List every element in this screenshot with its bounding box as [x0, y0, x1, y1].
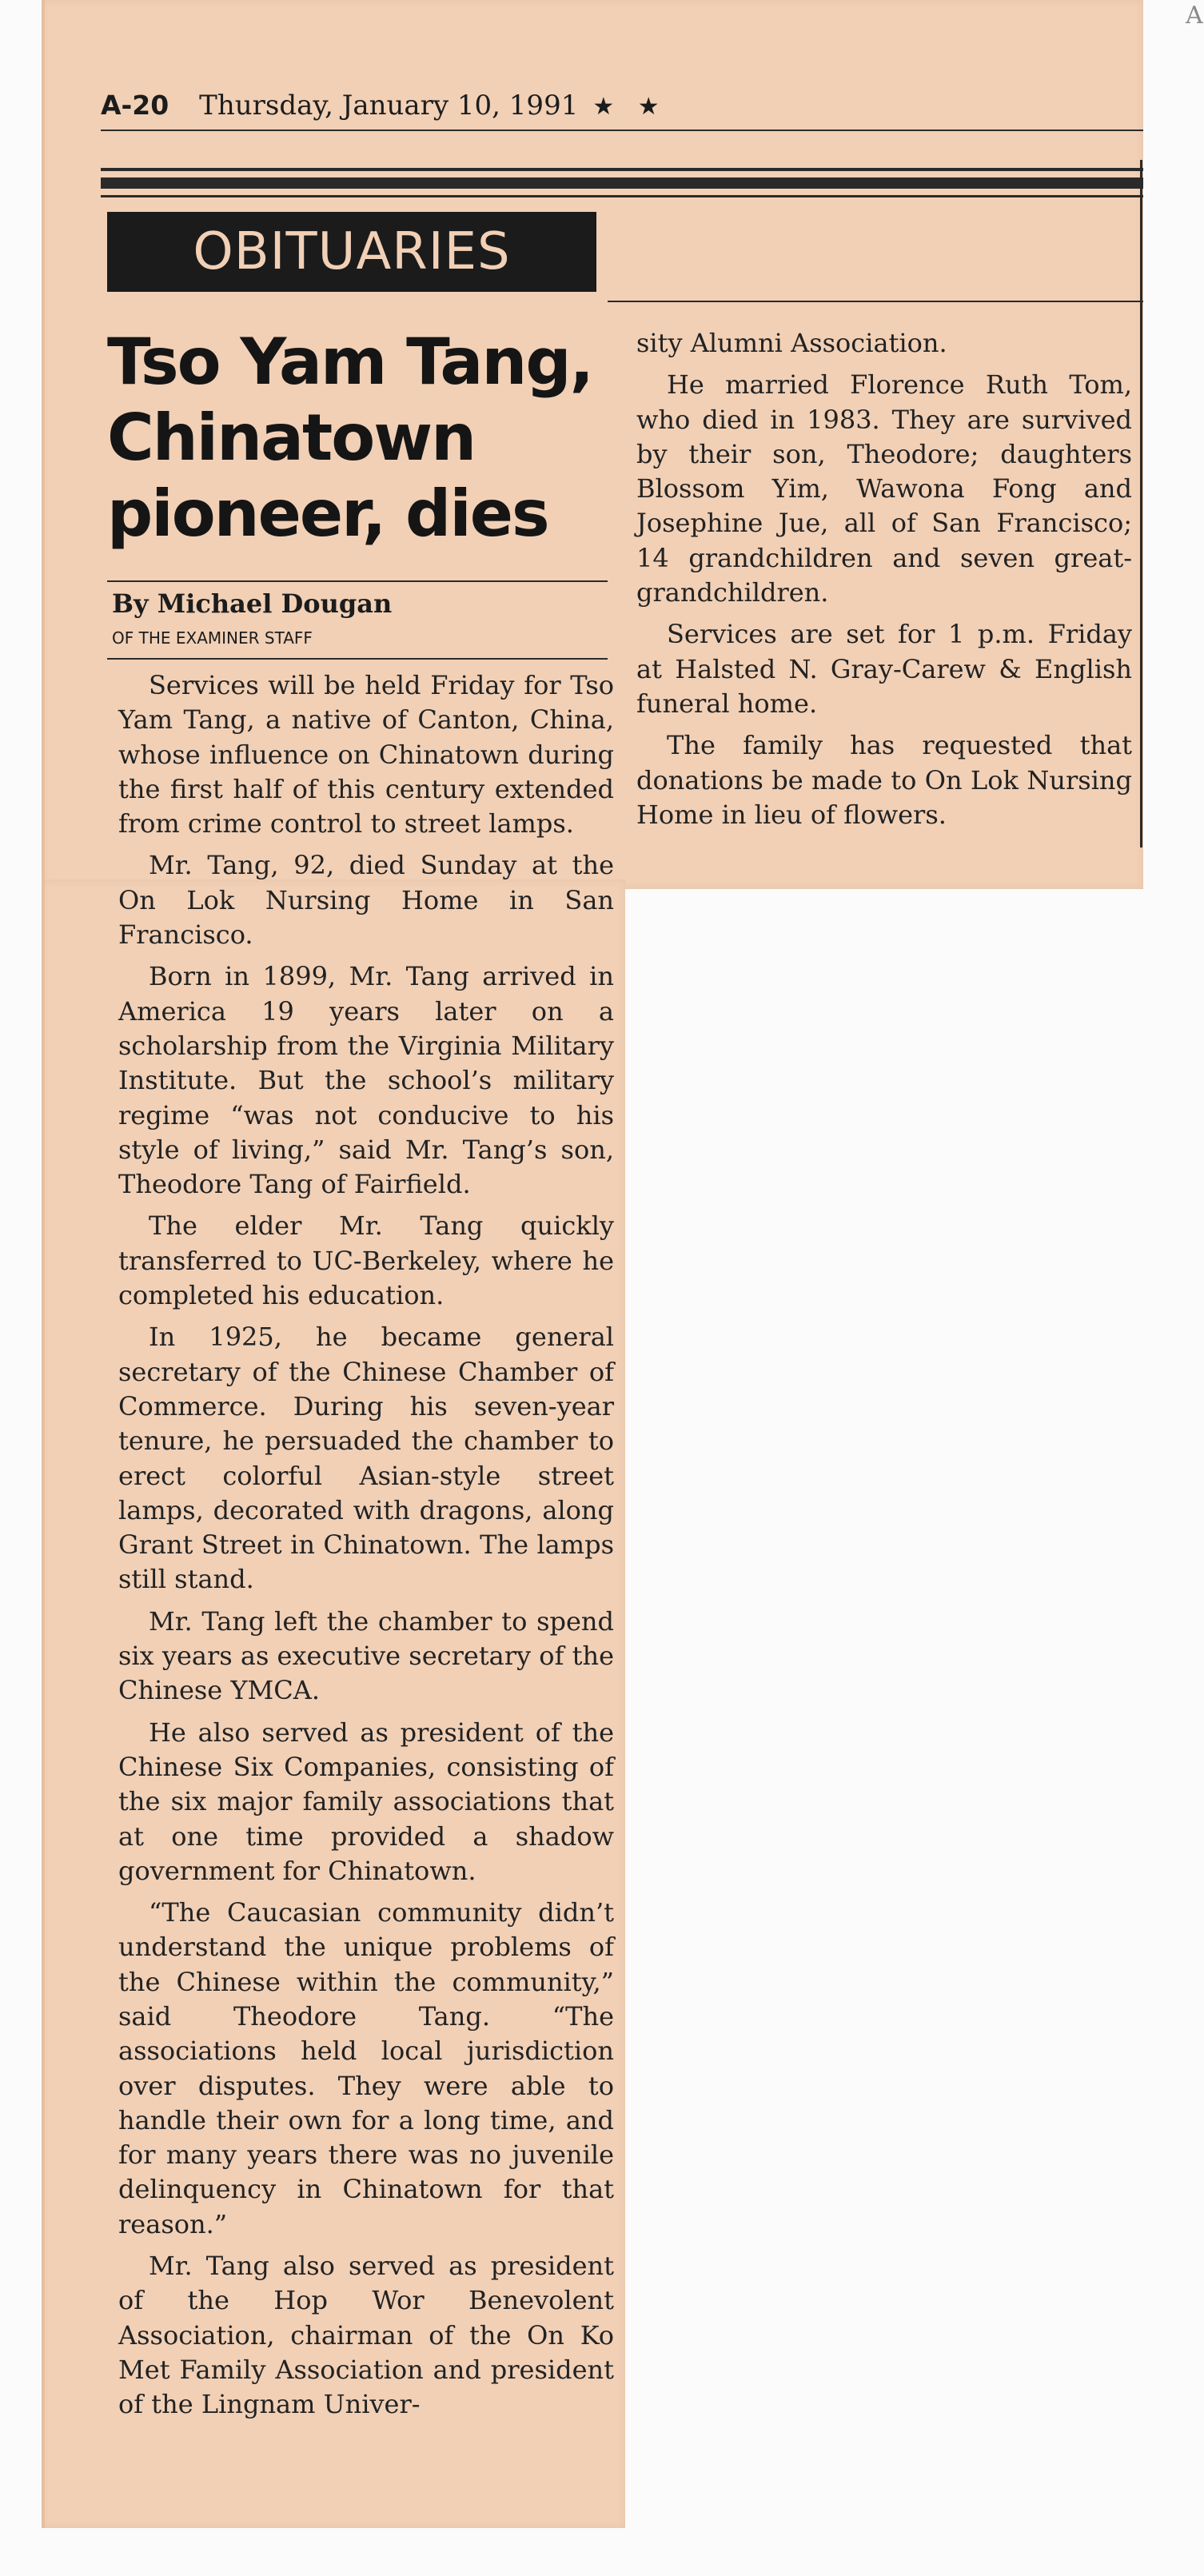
page-number: A-20	[101, 90, 169, 121]
paragraph-continuation: sity Alumni Association.	[636, 328, 947, 358]
page-date: Thursday, January 10, 1991	[199, 90, 579, 122]
paragraph: The elder Mr. Tang quickly transferred to UC-Berkeley, where he completed his education.	[118, 1210, 614, 1311]
paragraph: He also served as president of the Chinese Six Companies, consisting of the six major family associations that at one time provided a shadow government for Chinatown.	[118, 1717, 614, 1886]
margin-letter: A	[1186, 2, 1203, 30]
article-headline: Tso Yam Tang, Chinatown pioneer, dies	[107, 325, 593, 551]
paragraph: The family has requested that donations be made to On Lok Nursing Home in lieu of flowers.	[636, 730, 1132, 830]
page-header	[101, 90, 1143, 122]
paragraph: “The Caucasian community didn’t understand the unique problems of the Chinese within the community,” said Theodore Tang. “The associations held local jurisdiction over disputes. They were able to handle their own for a long time, and for many years there was no juvenile delinquency in Chinatown for that reason.”	[118, 1897, 614, 2239]
edition-stars: ★ ★	[592, 93, 668, 121]
paragraph: Mr. Tang left the chamber to spend six years as executive secretary of the Chinese YMCA.	[118, 1605, 614, 1706]
paragraph: Mr. Tang, 92, died Sunday at the On Lok Nursing Home in San Francisco.	[118, 850, 614, 951]
byline: By Michael Dougan	[112, 588, 393, 619]
top-rule-2	[101, 195, 1143, 197]
section-label: OBITUARIES	[193, 222, 511, 281]
byline-rule-top	[107, 580, 608, 582]
article-column-2	[636, 326, 1132, 839]
header-rule	[101, 130, 1143, 131]
paragraph: In 1925, he became general secretary of the Chinese Chamber of Commerce. During his seven-year tenure, he persuaded the chamber to erect colorful Asian-style street lamps, decorated with dragons, along Grant Street in Chinatown. The lamps still stand.	[118, 1322, 614, 1595]
clipping-edge	[42, 0, 45, 2528]
right-column-rule	[1140, 160, 1142, 847]
paragraph: Services will be held Friday for Tso Yam Tang, a native of Canton, China, whose influence on Chinatown during the first half of this century extended from crime control to street lamps.	[118, 670, 614, 839]
paragraph: Mr. Tang also served as president of the Hop Wor Benevolent Association, chairman of the On Ko Met Family Association and president of the Lingnam Univer-	[118, 2251, 614, 2420]
top-rule-1	[101, 168, 1143, 171]
byline-rule-bottom	[107, 658, 608, 660]
byline-staff: OF THE EXAMINER STAFF	[112, 628, 313, 648]
paragraph: He married Florence Ruth Tom, who died in 1983. They are survived by their son, Theodore; daughters Blossom Yim, Wawona Fong and Josephine Jue, all of San Francisco; 14 grandchildren and seven great-grandchildren.	[636, 369, 1132, 608]
paragraph: Services are set for 1 p.m. Friday at Halsted N. Gray-Carew & English funeral home.	[636, 619, 1132, 719]
section-rule	[608, 301, 1143, 302]
section-banner	[107, 212, 596, 292]
article-column-1	[118, 668, 614, 2430]
paragraph: Born in 1899, Mr. Tang arrived in America 19 years later on a scholarship from the Virginia Military Institute. But the school’s military regime “was not conducive to his style of living,” said Mr. Tang’s son, Theodore Tang of Fairfield.	[118, 961, 614, 1200]
top-rule-thick	[101, 177, 1143, 189]
